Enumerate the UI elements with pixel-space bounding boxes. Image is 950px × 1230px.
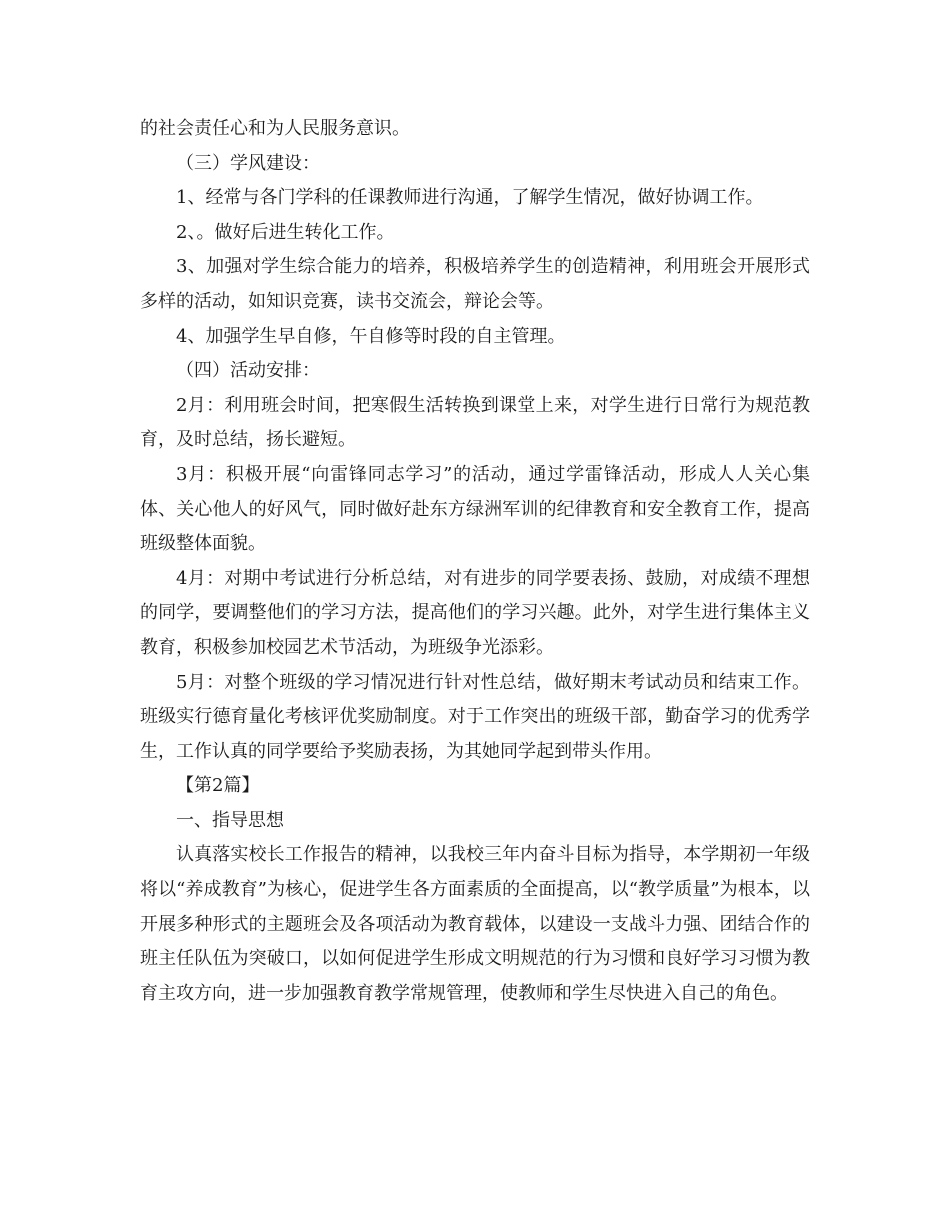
heading-study-style: （三）学风建设： [176,152,320,174]
paragraph-item-4: 4、加强学生早自修，午自修等时段的自主管理。 [176,325,566,347]
paragraph-march: 3月：积极开展“向雷锋同志学习”的活动，通过学雷锋活动，形成人人关心集体、关心他人的好风气，同时做好赴东方绿洲军训的纪律教育和安全教育工作，提高班级整体面貌。 [140,463,810,555]
document-body [140,112,810,1011]
paragraph-april: 4月：对期中考试进行分析总结，对有进步的同学要表扬、鼓励，对成绩不理想的同学，要调整他们的学习方法，提高他们的学习兴趣。此外，对学生进行集体主义教育，积极参加校园艺术节活动，为班级争光添彩。 [140,567,810,658]
paragraph-item-1: 1、经常与各门学科的任课教师进行沟通，了解学生情况，做好协调工作。 [176,187,764,209]
paragraph-may: 5月：对整个班级的学习情况进行针对性总结，做好期末考试动员和结束工作。班级实行德育量化考核评优奖励制度。对于工作突出的班级干部，勤奋学习的优秀学生，工作认真的同学要给予奖励表扬，为其她同学起到带头作用。 [140,671,810,762]
paragraph-guiding-ideology: 认真落实校长工作报告的精神，以我校三年内奋斗目标为指导，本学期初一年级将以“养成教育”为核心，促进学生各方面素质的全面提高，以“教学质量”为根本，以开展多种形式的主题班会及各项活动为教育载体，以建设一支战斗力强、团结合作的班主任队伍为突破口，以如何促进学生形成文明规范的行为习惯和良好学习习惯为教育主攻方向，进一步加强教育教学常规管理，使教师和学生尽快进入自己的角色。 [140,844,810,1004]
paragraph-item-3: 3、加强对学生综合能力的培养，积极培养学生的创造精神，利用班会开展形式多样的活动，如知识竞赛，读书交流会，辩论会等。 [140,256,810,312]
paragraph-1: 的社会责任心和为人民服务意识。 [140,118,410,139]
paragraph-february: 2月：利用班会时间，把寒假生活转换到课堂上来，对学生进行日常行为规范教育，及时总结，扬长避短。 [140,394,810,451]
heading-activity-plan: （四）活动安排： [176,360,320,382]
paragraph-item-2: 2、。做好后进生转化工作。 [176,221,395,243]
heading-guiding-ideology: 一、指导思想 [176,809,284,831]
heading-part-2: 【第2篇】 [176,775,260,797]
